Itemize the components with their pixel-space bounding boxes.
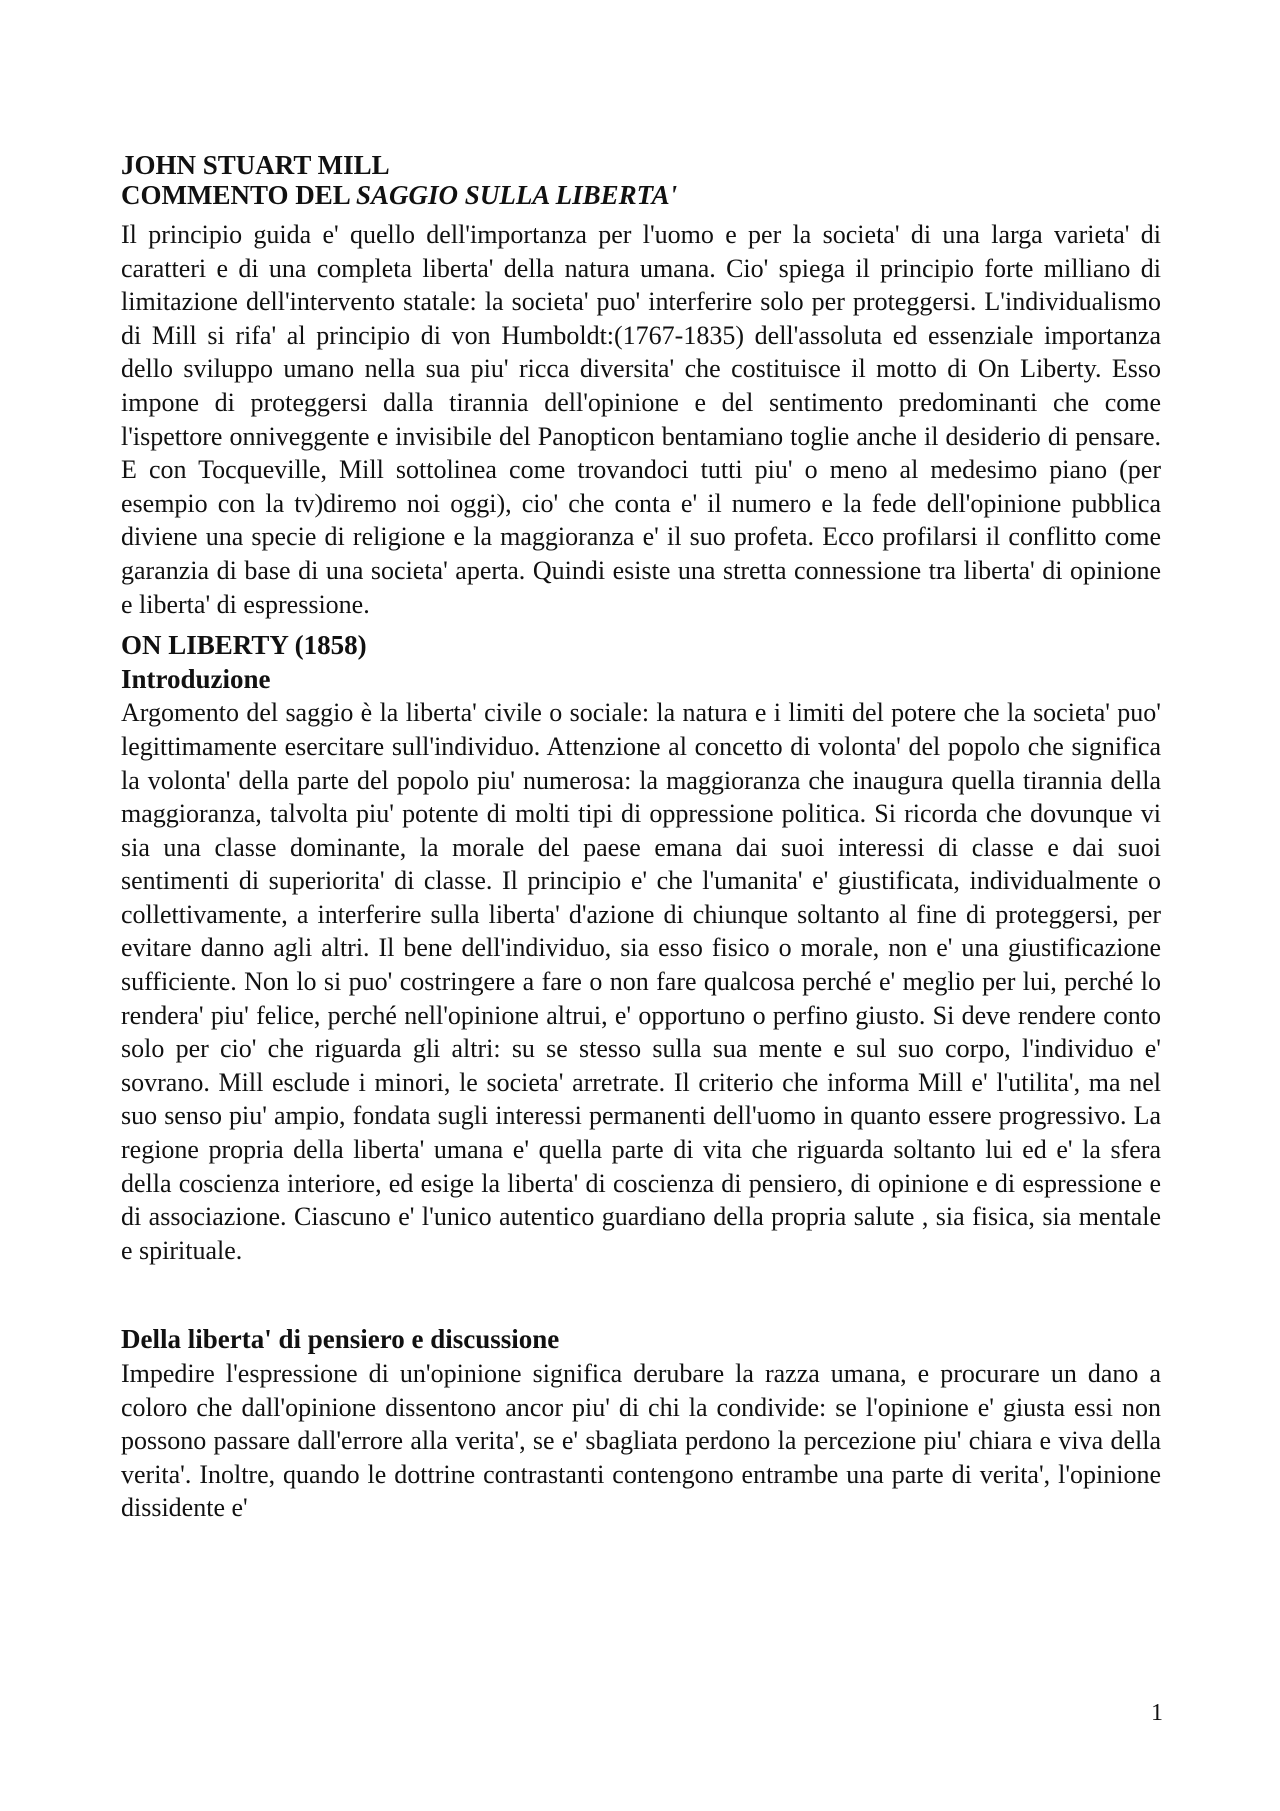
on-liberty-heading: ON LIBERTY (1858): [121, 630, 367, 661]
subtitle-prefix: COMMENTO DEL: [121, 180, 357, 210]
introduzione-paragraph: Argomento del saggio è la liberta' civile o sociale: la natura e i limiti del potere che la societa' puo' legittimamente esercitare sull'individuo. Attenzione al concetto di volonta' del popolo che significa la volonta' della parte del popolo piu' numerosa: la maggioranza che inaugura quella tirannia della maggioranza, talvolta piu' potente di molti tipi di oppressione politica. Si ricorda che dovunque vi sia una classe dominante, la morale del paese emana dai suoi interessi di classe e dai suoi sentimenti di superiorita' di classe. Il principio e' che l'umanita' e' giustificata, individualmente o collettivamente, a interferire sulla liberta' d'azione di chiunque soltanto al fine di proteggersi, per evitare danno agli altri. Il bene dell'individuo, sia esso fisico o morale, non e' una giustificazione sufficiente. Non lo si puo' costringere a fare o non fare qualcosa perché e' meglio per lui, perché lo rendera' piu' felice, perché nell'opinione altrui, e' opportuno o perfino giusto. Si deve rendere conto solo per cio' che riguarda gli altri: su se stesso sulla sua mente e sul suo corpo, l'individuo e' sovrano. Mill esclude i minori, le societa' arretrate. Il criterio che informa Mill e' l'utilita', ma nel suo senso piu' ampio, fondata sugli interessi permanenti dell'uomo in quanto essere progressivo. La regione propria della liberta' umana e' quella parte di vita che riguarda soltanto lui ed e' la sfera della coscienza interiore, ed esige la liberta' di coscienza di pensiero, di opinione e di espressione e di associazione. Ciascuno e' l'unico autentico guardiano della propria salute , sia fisica, sia mentale e spirituale.: [121, 698, 1161, 1265]
subtitle-italic: SAGGIO SULLA LIBERTA': [356, 180, 678, 210]
document-page: [121, 150, 1161, 1525]
document-subtitle: [121, 180, 1161, 210]
introduzione-heading: Introduzione: [121, 663, 271, 694]
thought-section-paragraph: Impedire l'espressione di un'opinione significa derubare la razza umana, e procurare un dano a coloro che dall'opinione dissentono ancor piu' di chi la condivide: se l'opinione e' giusta essi non possono passare dall'errore alla verita', se e' sbagliata perdono la percezione piu' chiara e viva della verita'. Inoltre, quando le dottrine contrastanti contengono entrambe una parte di verita', l'opinione dissidente e': [121, 1359, 1161, 1523]
author-heading: JOHN STUART MILL: [121, 150, 390, 180]
intro-paragraph: Il principio guida e' quello dell'importanza per l'uomo e per la societa' di una larga varieta' di caratteri e di una completa liberta' della natura umana. Cio' spiega il principio forte milliano di limitazione dell'intervento statale: la societa' puo' interferire solo per proteggersi. L'individualismo di Mill si rifa' al principio di von Humboldt:(1767-1835) dell'assoluta ed essenziale importanza dello sviluppo umano nella sua piu' ricca diversita' che costituisce il motto di On Liberty. Esso impone di proteggersi dalla tirannia dell'opinione e del sentimento predominanti che come l'ispettore onniveggente e invisibile del Panopticon bentamiano toglie anche il desiderio di pensare. E con Tocqueville, Mill sottolinea come trovandoci tutti piu' o meno al medesimo piano (per esempio con la tv)diremo noi oggi), cio' che conta e' il numero e la fede dell'opinione pubblica diviene una specie di religione e la maggioranza e' il suo profeta. Ecco profilarsi il conflitto come garanzia di base di una societa' aperta. Quindi esiste una stretta connessione tra liberta' di opinione e liberta' di espressione.: [121, 220, 1161, 619]
thought-section-heading: Della liberta' di pensiero e discussione: [121, 1324, 560, 1355]
page-number: 1: [1151, 1700, 1163, 1726]
